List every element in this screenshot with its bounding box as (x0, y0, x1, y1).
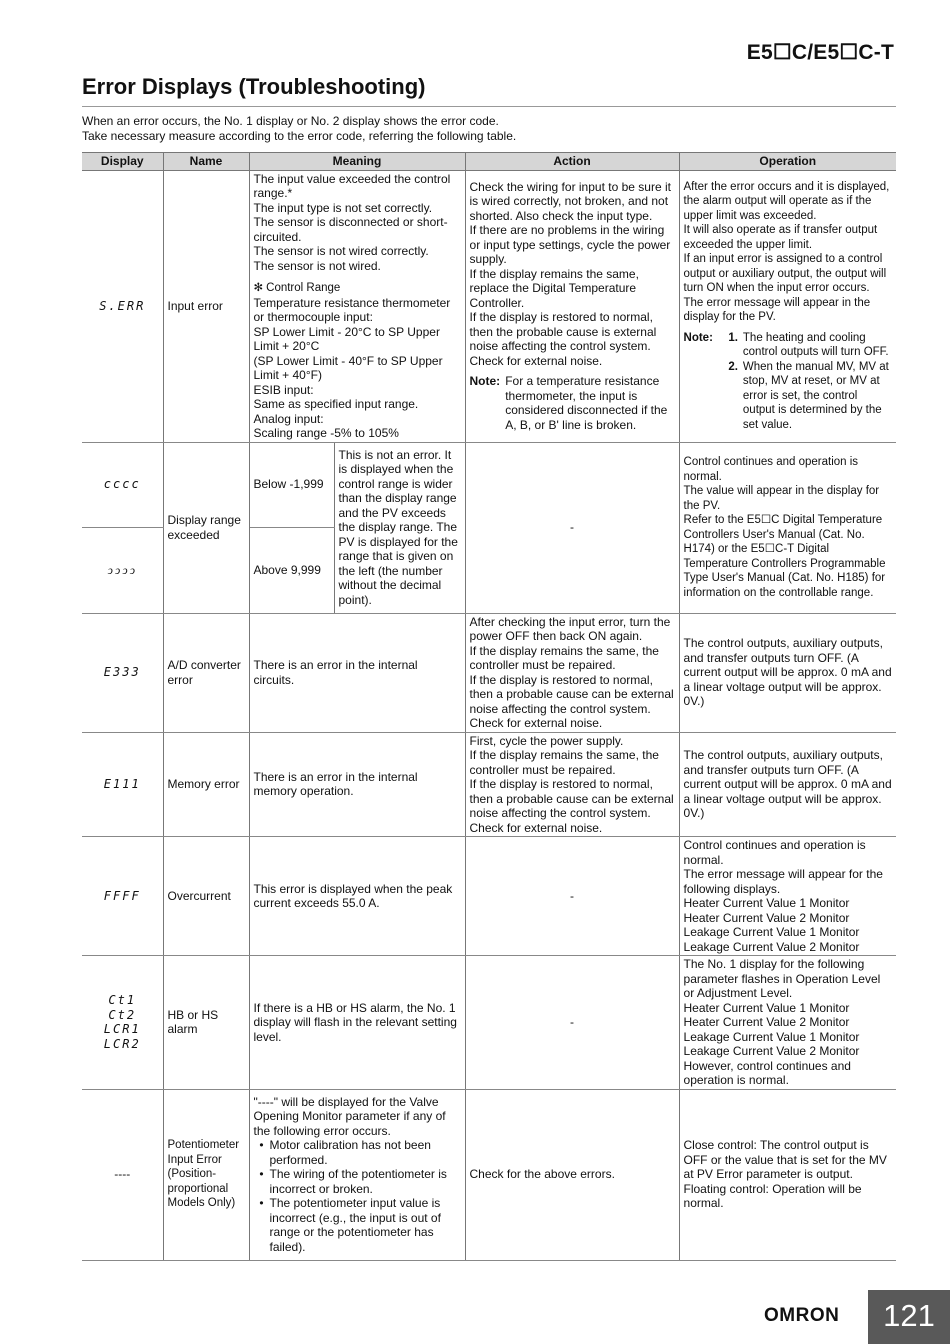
display-code: E333 (82, 613, 163, 732)
action-line: First, cycle the power supply. (469, 733, 624, 748)
column-header-display: Display (82, 153, 163, 171)
operation-cell: The control outputs, auxiliary outputs, and transfer outputs turn OFF. (A current output will be approx. 0 mA and a linear voltage output will be approx. 0V.) (679, 613, 896, 732)
control-range-line: (SP Lower Limit - 40°F to SP Upper Limit + 40°F) (253, 353, 443, 382)
action-line: Check the wiring for input to be sure it is wired correctly, not broken, and not shorted. Also check the input type. (469, 179, 671, 223)
meaning-cell: If there is a HB or HS alarm, the No. 1 display will flash in the relevant setting level. (249, 956, 465, 1090)
error-name: Display range exceeded (163, 442, 249, 613)
operation-line: Leakage Current Value 1 Monitor (683, 925, 860, 939)
bullet-icon: • (259, 1138, 264, 1153)
note-number: 2. (728, 360, 738, 373)
operation-line: Refer to the E5☐C Digital Temperature Controllers User's Manual (Cat. No. H174) or the E5☐C-T Digital Temperature Controllers Programmable Type User's Manual (Cat. No. H185) for information on the controllable range. (683, 514, 886, 599)
error-name: Potentiometer Input Error (Position-proportional Models Only) (163, 1089, 249, 1260)
display-code: S.ERR (82, 170, 163, 442)
column-header-operation: Operation (679, 153, 896, 171)
control-range-line: ESIB input: (253, 382, 314, 397)
action-cell: - (465, 956, 679, 1090)
table-row (82, 170, 896, 442)
display-code: FFFF (82, 837, 163, 956)
action-cell (465, 170, 679, 442)
operation-line: It will also operate as if transfer output exceeded the upper limit. (683, 224, 878, 251)
meaning-cell: This error is displayed when the peak current exceeds 55.0 A. (249, 837, 465, 956)
operation-line: Heater Current Value 2 Monitor (683, 910, 850, 925)
note-item (718, 360, 892, 433)
display-code: cccc (82, 442, 163, 527)
display-code: E111 (82, 732, 163, 837)
meaning-intro: "----" will be displayed for the Valve Opening Monitor parameter if any of the following error occurs. (253, 1094, 446, 1138)
operation-note (684, 331, 893, 433)
action-cell (465, 732, 679, 837)
table-row (82, 732, 896, 837)
intro-line: When an error occurs, the No. 1 display or No. 2 display shows the error code. (82, 114, 499, 128)
operation-line: However, control continues and operation is normal. (683, 1058, 851, 1087)
meaning-cell (249, 170, 465, 442)
operation-line: The No. 1 display for the following parameter flashes in Operation Level or Adjustment Level. (683, 957, 881, 1000)
note-text: For a temperature resistance thermometer, the input is considered disconnected if the A, B, or B' line is broken. (505, 374, 668, 432)
operation-line: The error message will appear in the display for the PV. (683, 296, 871, 324)
operation-line: If an input error is assigned to a control output or auxiliary output, the output will turn ON when the input error occurs. (683, 253, 887, 295)
title-rule (82, 106, 896, 107)
column-header-name: Name (163, 153, 249, 171)
control-range-title: Control Range (266, 282, 341, 294)
column-header-action: Action (465, 153, 679, 171)
control-range-line: Scaling range -5% to 105% (253, 426, 399, 440)
operation-cell (679, 837, 896, 956)
meaning-line: The sensor is not wired correctly. (253, 244, 429, 258)
operation-line: Control continues and operation is normal. (683, 456, 859, 483)
table-row (82, 613, 896, 732)
action-note (470, 374, 675, 432)
note-label: Note: (469, 374, 501, 389)
meaning-cell: This is not an error. It is displayed when the control range is wider than the display range and the PV exceeds the display range. The PV is displayed for the range that is given on the left (the number without the decimal point). (334, 442, 465, 613)
control-range-line: Temperature resistance thermometer or thermocouple input: (253, 295, 451, 324)
range-condition: Above 9,999 (249, 527, 334, 613)
intro-text (82, 114, 516, 144)
operation-line: Control continues and operation is normal. (683, 838, 866, 867)
table-row (82, 956, 896, 1090)
operation-line: Leakage Current Value 2 Monitor (683, 939, 860, 954)
column-header-meaning: Meaning (249, 153, 465, 171)
meaning-bullets (254, 1138, 461, 1254)
error-name: Memory error (163, 732, 249, 837)
control-range-line: Same as specified input range. (253, 397, 419, 411)
operation-line: Leakage Current Value 2 Monitor (683, 1044, 860, 1058)
bullet-item (254, 1196, 461, 1254)
display-code-line: LCR1 (103, 1022, 141, 1037)
error-name: HB or HS alarm (163, 956, 249, 1090)
table-row (82, 1089, 896, 1260)
action-line: If the display remains the same, the controller must be repaired. (469, 643, 659, 672)
bullet-text: The wiring of the potentiometer is incorrect or broken. (269, 1167, 447, 1196)
intro-line: Take necessary measure according to the error code, referring the following table. (82, 129, 517, 143)
action-line: If the display remains the same, replace the Digital Temperature Controller. (469, 266, 639, 310)
error-table (82, 152, 896, 1261)
error-name: Overcurrent (163, 837, 249, 956)
display-code (82, 956, 163, 1090)
operation-cell: Close control: The control output is OFF or the value that is set for the MV at PV Error parameter is output. Floating control: Operation will be normal. (679, 1089, 896, 1260)
bullet-item (254, 1138, 461, 1167)
error-name: Input error (163, 170, 249, 442)
operation-line: Heater Current Value 1 Monitor (683, 1000, 850, 1015)
operation-line: Leakage Current Value 1 Monitor (683, 1029, 860, 1044)
page-title: Error Displays (Troubleshooting) (82, 74, 426, 99)
operation-cell: The control outputs, auxiliary outputs, and transfer outputs turn OFF. (A current output will be approx. 0 mA and a linear voltage output will be approx. 0V.) (679, 732, 896, 837)
note-list (718, 331, 892, 433)
error-name: A/D converter error (163, 613, 249, 732)
bullet-icon: • (259, 1196, 264, 1211)
operation-cell (679, 170, 896, 442)
meaning-cell: There is an error in the internal circuits. (249, 613, 465, 732)
operation-line: Heater Current Value 1 Monitor (683, 896, 850, 910)
meaning-line: The sensor is disconnected or short-circuited. (253, 215, 448, 244)
bullet-item (254, 1167, 461, 1196)
operation-cell (679, 956, 896, 1090)
table-header-row (82, 153, 896, 171)
operation-line: The error message will appear for the following displays. (683, 867, 883, 896)
note-text: The heating and cooling control outputs will turn OFF. (742, 331, 889, 359)
action-line: If the display is restored to normal, then the probable cause is external noise affecting the control system. Check for external noise. (469, 310, 657, 368)
action-line: If the display is restored to normal, then a probable cause can be external noise affecting the control system. Check for external noise. (469, 777, 674, 835)
control-range-line: Analog input: (253, 411, 324, 426)
action-line: If the display is restored to normal, then a probable cause can be external noise affecting the control system. Check for external noise. (469, 672, 674, 730)
operation-line: After the error occurs and it is displayed, the alarm output will operate as if the upper limit was exceeded. (683, 180, 890, 222)
action-cell: Check for the above errors. (465, 1089, 679, 1260)
bullet-icon: • (259, 1167, 264, 1182)
display-code: ↄↄↄↄ (82, 527, 163, 613)
action-line: If there are no problems in the wiring or input type settings, cycle the power supply. (469, 223, 671, 267)
page-number: 121 (868, 1290, 950, 1344)
note-number: 1. (728, 331, 738, 344)
operation-line: Heater Current Value 2 Monitor (683, 1015, 850, 1029)
bullet-text: The potentiometer input value is incorrect (e.g., the input is out of range or the potentiometer has failed). (269, 1196, 441, 1254)
action-cell: - (465, 442, 679, 613)
meaning-cell: There is an error in the internal memory operation. (249, 732, 465, 837)
action-cell: - (465, 837, 679, 956)
asterisk-mark: ✻ (253, 282, 264, 294)
action-cell (465, 613, 679, 732)
control-range-line: SP Lower Limit - 20°C to SP Upper Limit + 20°C (253, 324, 440, 353)
meaning-cell (249, 1089, 465, 1260)
omron-logo: OMRON (764, 1305, 840, 1326)
note-text: When the manual MV, MV at stop, MV at reset, or MV at error is set, the control output is determined by the set value. (742, 360, 889, 431)
meaning-line: The input value exceeded the control range.* (253, 171, 451, 200)
display-code: ---- (82, 1089, 163, 1260)
control-range-heading (254, 281, 461, 296)
table-row (82, 442, 896, 527)
note-label: Note: (683, 331, 713, 344)
note-item (718, 331, 892, 360)
operation-cell (679, 442, 896, 613)
display-code-line: Ct1 (108, 993, 137, 1008)
meaning-line: The sensor is not wired. (253, 258, 381, 273)
bullet-text: Motor calibration has not been performed. (269, 1138, 431, 1167)
operation-line: The value will appear in the display for the PV. (683, 485, 880, 512)
table-row (82, 837, 896, 956)
range-condition: Below -1,999 (249, 442, 334, 527)
action-line: If the display remains the same, the controller must be repaired. (469, 748, 659, 777)
model-header: E5☐C/E5☐C-T (746, 41, 894, 64)
action-line: After checking the input error, turn the power OFF then back ON again. (469, 614, 671, 643)
meaning-line: The input type is not set correctly. (253, 200, 433, 215)
display-code-line: Ct2 (108, 1007, 137, 1022)
display-code-line: LCR2 (103, 1036, 141, 1051)
